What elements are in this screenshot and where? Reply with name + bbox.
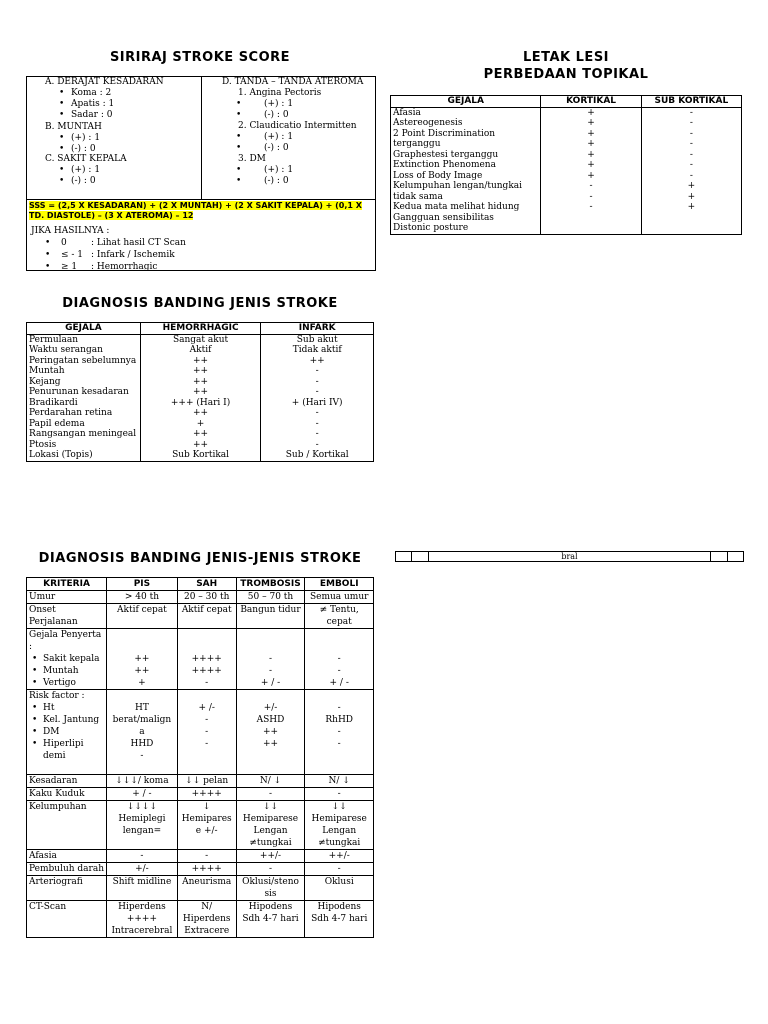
table-cell: Penurunan kesadaran (27, 387, 141, 398)
kr-cell (305, 629, 374, 690)
table-cell: - (236, 863, 305, 876)
value: - (205, 727, 209, 737)
value: ++ (262, 727, 279, 737)
value: - (268, 654, 273, 664)
value: - (205, 739, 209, 749)
fragment-cell: bral (428, 552, 711, 562)
kr-cell: Bangun tidur (236, 604, 305, 629)
header-subkortikal: SUB KORTIKAL (641, 96, 741, 108)
table-cell (641, 223, 741, 234)
gejala-label: Gejala Penyerta : (29, 630, 102, 652)
table-row (391, 192, 742, 203)
table-cell: Pembuluh darah (27, 863, 107, 876)
table-cell: - (261, 377, 374, 388)
table-cell: Sub akut (261, 334, 374, 345)
value: RhHD (325, 715, 354, 725)
table-row (391, 223, 742, 234)
table-row (27, 850, 374, 863)
sss-formula-text: SSS = (2,5 X KESADARAN) + (2 X MUNTAH) + (2 X SAKIT KEPALA) + (0,1 X TD. DIASTOLE) – (3 X ATEROMA) – 12 (29, 201, 362, 220)
kr-cell: Umur (27, 591, 107, 604)
value: - (337, 703, 341, 713)
table-row (391, 181, 742, 192)
value: - (337, 666, 341, 676)
table-cell: Hipodens Sdh 4-7 hari (305, 901, 374, 938)
fragment-cell (727, 552, 743, 562)
sss-title: SIRIRAJ STROKE SCORE (109, 50, 291, 65)
kr-cell: > 40 th (107, 591, 178, 604)
table-cell: - (177, 850, 236, 863)
table-cell: ++/- (236, 850, 305, 863)
table-cell: + (641, 192, 741, 203)
section-d-title: D. TANDA – TANDA ATEROMA (222, 77, 364, 87)
table-row (27, 429, 374, 440)
kr-cell (27, 629, 107, 690)
sss-section-a (45, 77, 164, 121)
sss-section-b (45, 122, 102, 155)
table-row (27, 419, 374, 430)
fragment-cell (396, 552, 412, 562)
table-cell: ++/- (305, 850, 374, 863)
table-cell: ++++ (177, 863, 236, 876)
value: HHD (130, 739, 154, 749)
list-item: • (-) : 0 (222, 143, 363, 154)
table-cell: Kejang (27, 377, 141, 388)
table-cell: Sangat akut (140, 334, 261, 345)
list-item: • (-) : 0 (222, 176, 363, 187)
table-cell: Bradikardi (27, 398, 141, 409)
value: - (337, 739, 341, 749)
value: - (205, 715, 209, 725)
table-row (391, 107, 742, 118)
table-cell (641, 213, 741, 224)
kr-cell (305, 690, 374, 775)
value: ++++ (191, 666, 222, 676)
table-row (27, 408, 374, 419)
table-cell: ++++ (177, 788, 236, 801)
table-cell: Tidak aktif (261, 345, 374, 356)
section-c-title: C. SAKIT KEPALA (45, 154, 127, 164)
value: + /- (198, 703, 215, 713)
lesi-subtitle: PERBEDAAN TOPIKAL (483, 67, 649, 82)
header-emboli: EMBOLI (305, 578, 374, 591)
list-item (31, 237, 186, 249)
table-row (27, 901, 374, 938)
kr-cell (236, 690, 305, 775)
table-row (391, 150, 742, 161)
value: ++ (262, 739, 279, 749)
table-cell: ++ (261, 356, 374, 367)
result-key: 0 (61, 238, 67, 248)
table-cell: Astereogenesis (391, 118, 541, 129)
header-gejala: GEJALA (27, 323, 141, 335)
lesi-title: LETAK LESI (522, 50, 610, 65)
table-row (27, 775, 374, 788)
table-cell: ↓↓ pelan (177, 775, 236, 788)
table-cell (541, 213, 641, 224)
table-cell: - (261, 387, 374, 398)
table-cell: ++ (140, 377, 261, 388)
list-item: • (+) : 1 (45, 165, 127, 176)
table-cell: Shift midline (107, 876, 178, 901)
table-cell: +++ (Hari I) (140, 398, 261, 409)
table-cell: Loss of Body Image (391, 171, 541, 182)
table-cell: - (305, 788, 374, 801)
d3-title: 3. DM (238, 154, 266, 164)
table-cell: - (641, 171, 741, 182)
list-item: • (+) : 1 (222, 165, 363, 176)
kr-cell: Semua umur (305, 591, 374, 604)
value: ++ (134, 654, 150, 664)
table-row (27, 345, 374, 356)
sss-box (26, 76, 376, 271)
table-cell: + (641, 181, 741, 192)
list-item: • (+) : 1 (222, 99, 363, 110)
list-item: • Sakit kepala (29, 653, 104, 665)
table-cell: Gangguan sensibilitas (391, 213, 541, 224)
value: + (138, 678, 146, 688)
table-cell: - (541, 181, 641, 192)
sss-divider-horizontal (27, 199, 375, 200)
section-a-title: A. DERAJAT KESADARAN (45, 77, 164, 87)
table-cell: + (541, 139, 641, 150)
table-cell: - (641, 160, 741, 171)
table-cell: ++ (140, 440, 261, 451)
table-cell: - (541, 192, 641, 203)
table-cell: - (261, 366, 374, 377)
value: ++ (134, 666, 150, 676)
table-cell: + (Hari IV) (261, 398, 374, 409)
table-row (27, 690, 374, 775)
table-row (27, 334, 374, 345)
table-row (27, 440, 374, 451)
value: - (337, 727, 341, 737)
table-cell: Oklusi (305, 876, 374, 901)
list-item: • (+) : 1 (45, 133, 102, 144)
header-hemorrhagic: HEMORRHAGIC (140, 323, 261, 335)
table-row (27, 629, 374, 690)
result-key: ≤ - 1 (61, 250, 84, 260)
kr-cell (236, 629, 305, 690)
table-row (27, 356, 374, 367)
header-gejala: GEJALA (391, 96, 541, 108)
table-cell: - (107, 850, 178, 863)
kr-cell: 50 – 70 th (236, 591, 305, 604)
header-kortikal: KORTIKAL (541, 96, 641, 108)
kr-cell: 20 – 30 th (177, 591, 236, 604)
result-value: : Infark / Ischemik (91, 250, 175, 260)
table-cell: + / - (107, 788, 178, 801)
table-cell: - (541, 202, 641, 213)
sss-formula (29, 201, 369, 221)
table-cell: ++ (140, 387, 261, 398)
value: + / - (329, 678, 349, 688)
table-cell: Kaku Kuduk (27, 788, 107, 801)
table-cell: + (541, 150, 641, 161)
table-cell: + (541, 129, 641, 140)
header-kriteria: KRITERIA (27, 578, 107, 591)
d1-title: 1. Angina Pectoris (238, 88, 322, 98)
table-cell: Permulaan (27, 334, 141, 345)
table-row (391, 171, 742, 182)
d2-title: 2. Claudicatio Intermitten (238, 121, 357, 131)
table-cell: + (641, 202, 741, 213)
table-cell: Oklusi/steno sis (236, 876, 305, 901)
list-item: • Apatis : 1 (45, 99, 164, 110)
table-cell: Sub / Kortikal (261, 450, 374, 461)
list-item (31, 261, 186, 273)
table-cell: - (641, 107, 741, 118)
list-item: • (-) : 0 (222, 110, 363, 121)
result-value: : Hemorrhagic (91, 262, 158, 272)
table-cell: CT-Scan (27, 901, 107, 938)
table-row (27, 387, 374, 398)
table-row (391, 118, 742, 129)
kr-cell (27, 690, 107, 775)
result-value: : Lihat hasil CT Scan (91, 238, 186, 248)
list-item: • Muntah (29, 665, 104, 677)
list-item (31, 249, 186, 261)
table-row (391, 160, 742, 171)
kr-title: DIAGNOSIS BANDING JENIS-JENIS STROKE (38, 551, 362, 566)
table-row (27, 863, 374, 876)
table-cell: - (641, 150, 741, 161)
kr-cell: Aktif cepat (177, 604, 236, 629)
table-cell: Hipodens Sdh 4-7 hari (236, 901, 305, 938)
table-cell: Sub Kortikal (140, 450, 261, 461)
table-cell: tidak sama (391, 192, 541, 203)
table-row (27, 377, 374, 388)
kr-cell (177, 690, 236, 775)
table-row (391, 213, 742, 224)
table-cell: Kelumpuhan lengan/tungkai (391, 181, 541, 192)
table-cell: ↓ Hemipares e +/- (177, 801, 236, 850)
table-cell: Graphestesi terganggu (391, 150, 541, 161)
kr-cell (177, 629, 236, 690)
fragment-cell (412, 552, 428, 562)
list-item: • Hiperlipi demi (29, 738, 104, 762)
table-cell: terganggu (391, 139, 541, 150)
value: - (205, 678, 209, 688)
table-cell: - (261, 419, 374, 430)
kriteria-table (26, 577, 374, 938)
result-title: JIKA HASILNYA : (31, 226, 110, 236)
value: HT berat/malign a (112, 703, 172, 737)
sss-section-d (222, 77, 363, 187)
table-cell: - (641, 118, 741, 129)
table-cell: ↓↓ Hemiparese Lengan ≠tungkai (305, 801, 374, 850)
table-cell: 2 Point Discrimination (391, 129, 541, 140)
value: ASHD (256, 715, 285, 725)
table-row (27, 801, 374, 850)
table-row (27, 398, 374, 409)
table-row (27, 366, 374, 377)
table-cell: + (140, 419, 261, 430)
table-row (27, 788, 374, 801)
table-cell: Perdarahan retina (27, 408, 141, 419)
table-row (27, 876, 374, 901)
table-cell: Aktif (140, 345, 261, 356)
sss-divider-vertical (201, 77, 202, 199)
table-row (391, 139, 742, 150)
table-cell: Afasia (27, 850, 107, 863)
sss-section-c (45, 154, 127, 187)
table-row (391, 202, 742, 213)
list-item: • Koma : 2 (45, 88, 164, 99)
table-cell: Muntah (27, 366, 141, 377)
table-cell: Extinction Phenomena (391, 160, 541, 171)
value: - (140, 751, 144, 761)
table-row (27, 604, 374, 629)
list-item: • DM (29, 726, 104, 738)
list-item: • Ht (29, 702, 104, 714)
table-cell: - (641, 139, 741, 150)
table-cell: Aneurisma (177, 876, 236, 901)
table-cell: Distonic posture (391, 223, 541, 234)
value: ++++ (191, 654, 222, 664)
table-cell: Papil edema (27, 419, 141, 430)
table-cell: ++ (140, 356, 261, 367)
table-cell: Lokasi (Topis) (27, 450, 141, 461)
risk-label: Risk factor : (29, 691, 85, 701)
kr-cell: ≠ Tentu, cepat (305, 604, 374, 629)
table-cell: Rangsangan meningeal (27, 429, 141, 440)
lesi-table (390, 95, 742, 235)
table-cell: N/ Hiperdens Extracere (177, 901, 236, 938)
db-table (26, 322, 374, 462)
table-cell: - (261, 408, 374, 419)
header-trombosis: TROMBOSIS (236, 578, 305, 591)
table-cell: - (236, 788, 305, 801)
list-item: • Sadar : 0 (45, 110, 164, 121)
header-infark: INFARK (261, 323, 374, 335)
table-row (27, 591, 374, 604)
table-row (391, 129, 742, 140)
list-item: • Kel. Jantung (29, 714, 104, 726)
table-cell: ++ (140, 366, 261, 377)
table-cell: Kesadaran (27, 775, 107, 788)
table-cell: + (541, 160, 641, 171)
list-item: • Vertigo (29, 677, 104, 689)
list-item: • (-) : 0 (45, 144, 102, 155)
table-cell: - (641, 129, 741, 140)
value: - (268, 666, 273, 676)
table-cell: ++ (140, 429, 261, 440)
table-cell: Hiperdens ++++ Intracerebral (107, 901, 178, 938)
table-cell: Kelumpuhan (27, 801, 107, 850)
table-cell: Ptosis (27, 440, 141, 451)
value: - (337, 654, 341, 664)
table-cell: ↓↓ Hemiparese Lengan ≠tungkai (236, 801, 305, 850)
kr-cell (107, 629, 178, 690)
table-cell: Arteriografi (27, 876, 107, 901)
table-cell: Peringatan sebelumnya (27, 356, 141, 367)
kr-cell (107, 690, 178, 775)
table-cell: ++ (140, 408, 261, 419)
table-cell: ↓↓↓/ koma (107, 775, 178, 788)
table-cell: N/ ↓ (236, 775, 305, 788)
table-cell: + (541, 171, 641, 182)
header-sah: SAH (177, 578, 236, 591)
list-item: • (+) : 1 (222, 132, 363, 143)
kr-cell: Onset Perjalanan (27, 604, 107, 629)
table-cell: ↓↓↓↓ Hemiplegi lengan= (107, 801, 178, 850)
table-row (27, 450, 374, 461)
list-item: • (-) : 0 (45, 176, 127, 187)
table-cell: Waktu serangan (27, 345, 141, 356)
fragment-table (395, 551, 744, 562)
table-cell: + (541, 118, 641, 129)
header-pis: PIS (107, 578, 178, 591)
fragment-cell (711, 552, 727, 562)
value: + / - (260, 678, 281, 688)
db-title: DIAGNOSIS BANDING JENIS STROKE (62, 296, 338, 311)
kr-cell: Aktif cepat (107, 604, 178, 629)
table-cell: +/- (107, 863, 178, 876)
table-cell: - (261, 440, 374, 451)
table-cell: Afasia (391, 107, 541, 118)
result-key: ≥ 1 (61, 262, 78, 272)
table-cell: - (305, 863, 374, 876)
table-cell: + (541, 107, 641, 118)
sss-result (31, 225, 186, 273)
table-cell (541, 223, 641, 234)
section-b-title: B. MUNTAH (45, 122, 102, 132)
table-cell: - (261, 429, 374, 440)
table-cell: Kedua mata melihat hidung (391, 202, 541, 213)
value: +/- (263, 703, 278, 713)
table-cell: N/ ↓ (305, 775, 374, 788)
